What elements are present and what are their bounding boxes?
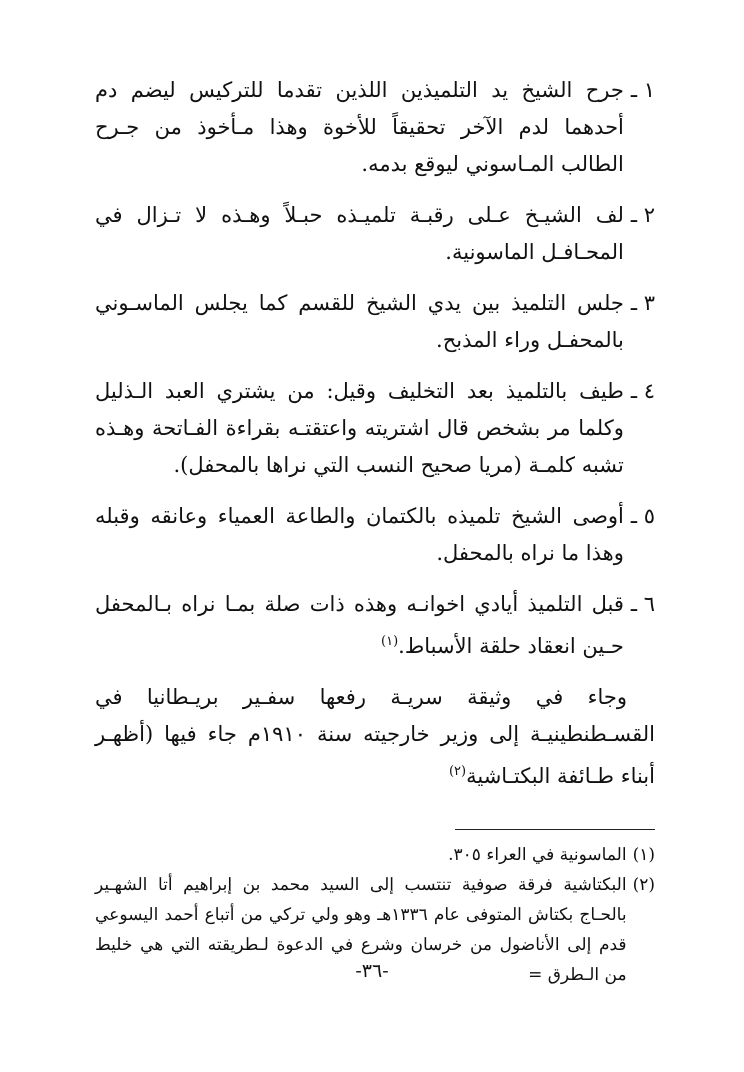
item-number: ١ ـ [630, 78, 655, 102]
list-item [95, 373, 655, 484]
item-text: طيف بالتلميذ بعد التخليف وقيل: من يشتري العبد الـذليل وكلما مر بشخص قال اشتريته واعتقتـه بقراءة الفـاتحة وهـذه تشبه كلمـة (مريا صحيح النسب التي نراها بالمحفل). [95, 379, 624, 477]
list-item [95, 586, 655, 665]
item-text [95, 586, 624, 665]
body-paragraph [95, 679, 655, 795]
list-item [95, 285, 655, 359]
footnote-ref: (١) [381, 634, 399, 649]
item-text: جرح الشيخ يد التلميذين اللذين تقدما للتركيس ليضم دم أحدهما لدم الآخر تحقيقاً للأخوة وهذا مـأخوذ من جـرح الطالب المـاسوني ليوقع بدمه. [95, 78, 624, 176]
page-body [95, 72, 655, 990]
item-text: جلس التلميذ بين يدي الشيخ للقسم كما يجلس الماسـوني بالمحفـل وراء المذبح. [95, 291, 624, 352]
item-text: لف الشيـخ عـلى رقبـة تلميـذه حبـلاً وهـذه لا تـزال في المحـافـل الماسونية. [95, 203, 624, 264]
footnote-number: (١) [632, 845, 655, 865]
item-text-body: قبل التلميذ أيادي اخوانـه وهذه ذات صلة بمـا نراه بـالمحفل حـين انعقاد حلقة الأسباط. [95, 592, 624, 658]
item-number: ٦ ـ [630, 592, 655, 616]
item-number: ٣ ـ [630, 291, 655, 315]
footnote-divider [455, 829, 655, 830]
list-item [95, 197, 655, 271]
footnote-ref: (٢) [448, 764, 467, 779]
item-number: ٤ ـ [630, 379, 655, 403]
item-number: ٢ ـ [630, 203, 655, 227]
item-number: ٥ ـ [630, 504, 655, 528]
footnote-text: البكتاشية فرقة صوفية تنتسب إلى السيد محمد بن إبراهيم أتا الشهـير بالحـاج بكتاش المتوفى عام ١٣٣٦هـ وهو ولي تركي من أتباع أحمد اليسوعي قدم إلى الأناضول من خرسان وشرع في الدعوة لـطريقته التي هي خليط من الـطرق = [95, 875, 627, 985]
list-item [95, 498, 655, 572]
footnote [95, 840, 655, 870]
footnote-number: (٢) [632, 875, 655, 895]
item-text: أوصى الشيخ تلميذه بالكتمان والطاعة العمياء وعانقه وقبله وهذا ما نراه بالمحفل. [95, 504, 624, 565]
page-number: -٣٦- [355, 960, 389, 982]
list-item [95, 72, 655, 183]
footnote-text: الماسونية في العراء ٣٠٥. [448, 845, 627, 865]
paragraph-text: وجاء في وثيقة سريـة رفعها سفـير بريـطانيا في القسـطنطينيـة إلى وزير خارجيته سنة ١٩١٠م جاء فيها (أظهـر أبناء طـائفة البكتـاشية [95, 685, 655, 788]
